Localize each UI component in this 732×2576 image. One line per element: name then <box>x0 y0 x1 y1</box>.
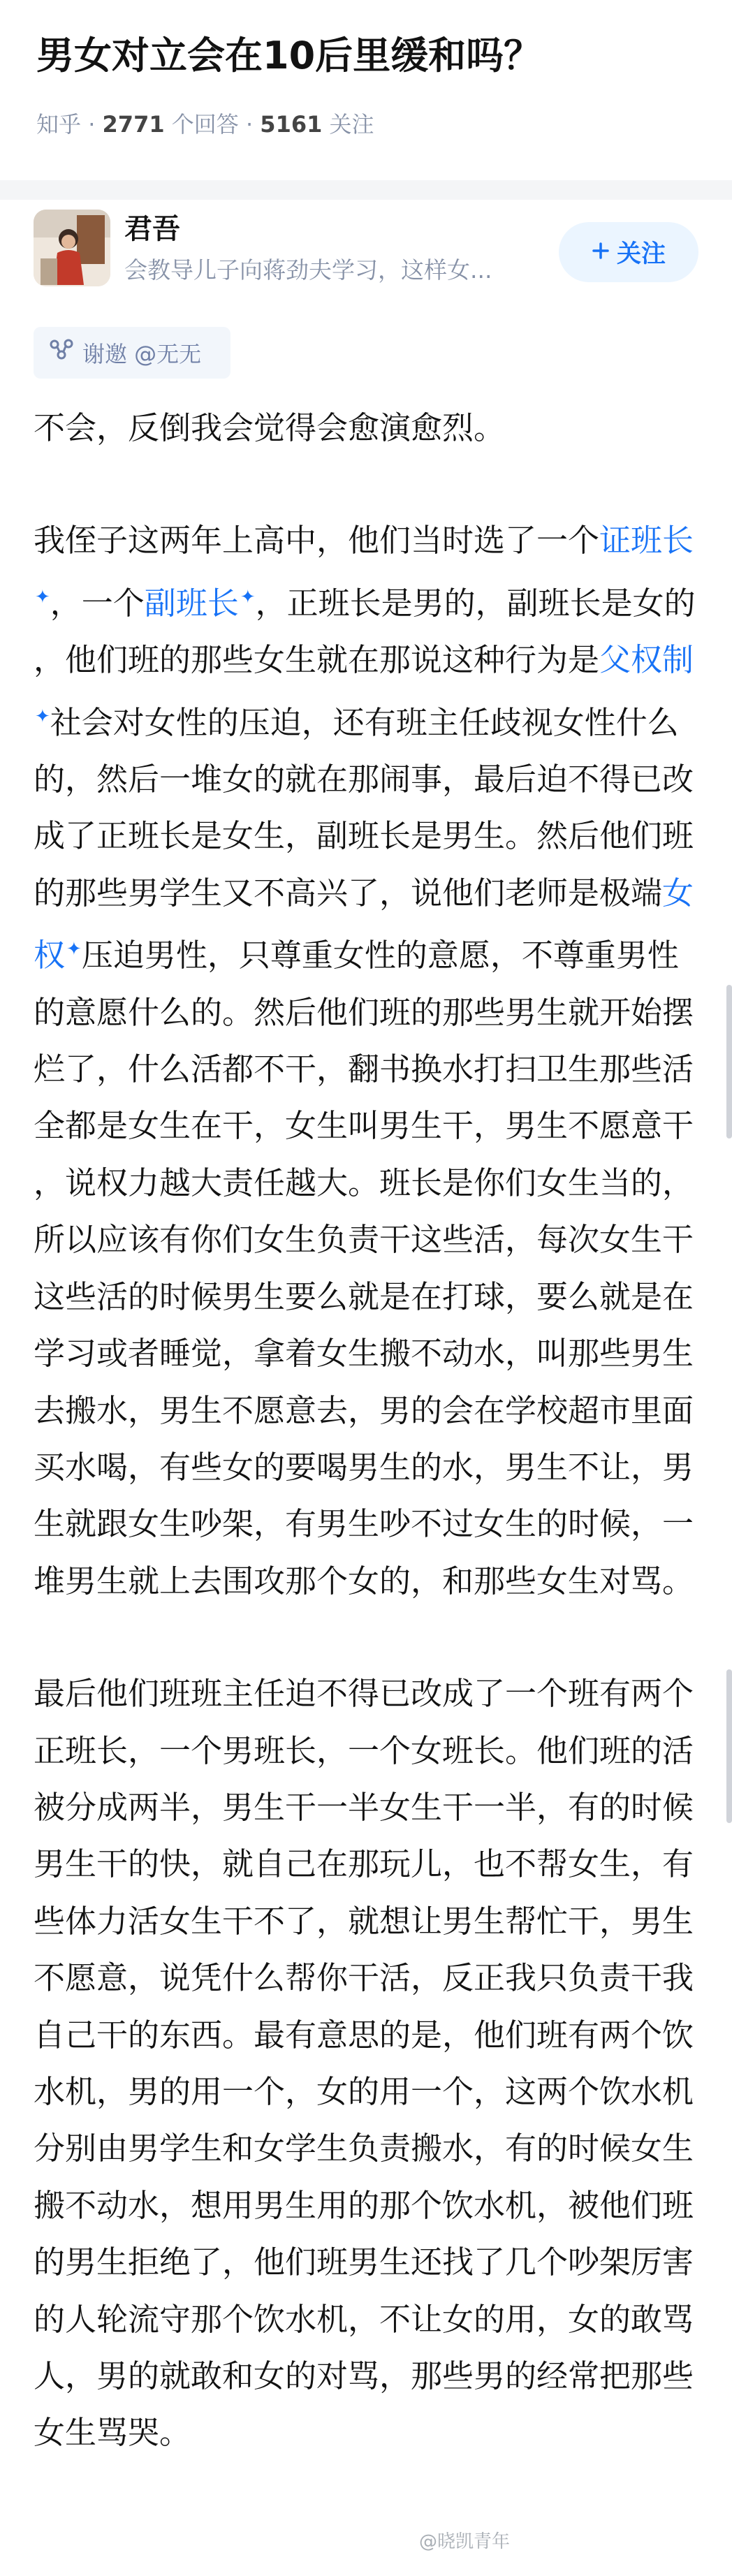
avatar[interactable] <box>34 210 110 286</box>
keyword-link-1[interactable]: 证班长✦ <box>35 522 694 608</box>
answer-content <box>34 400 698 2461</box>
keyword-link-3[interactable]: 父权制✦ <box>35 641 694 727</box>
answers-label: 个回答 <box>171 111 239 138</box>
follow-button[interactable] <box>559 222 698 282</box>
section-divider <box>0 180 732 200</box>
invite-tag[interactable] <box>34 327 230 379</box>
question-header <box>0 0 732 180</box>
sparkle-icon: ✦ <box>240 586 256 608</box>
keyword-link-2[interactable]: 副班长✦ <box>144 584 256 622</box>
watermark: @晓凯青年 <box>419 2531 511 2552</box>
invite-icon <box>49 338 77 367</box>
followers-count: 5161 <box>260 111 323 138</box>
plus-icon <box>592 238 610 266</box>
scrollbar-thumb[interactable] <box>726 985 732 1139</box>
sparkle-icon: ✦ <box>66 939 82 960</box>
scrollbar-thumb-lower[interactable] <box>726 1669 732 1823</box>
author-bio: 会教导儿子向蒋劲夫学习，这样女... <box>124 256 492 284</box>
invite-label: 谢邀 @无无 <box>82 341 202 367</box>
keyword-link-4[interactable]: 女权✦ <box>34 874 694 974</box>
followers-label: 关注 <box>329 111 374 138</box>
sparkle-icon: ✦ <box>35 586 50 608</box>
question-title[interactable]: 男女对立会在10后里缓和吗？ <box>36 34 542 78</box>
author-name[interactable]: 君吾 <box>124 213 180 245</box>
avatar-image <box>34 210 110 286</box>
answer-paragraph-2: 我侄子这两年上高中，他们当时选了一个证班长✦，一个副班长✦，正班长是男的，副班长是女的，他们班的那些女生就在那说这种行为是父权制✦社会对女性的压迫，还有班主任歧视女性什么的，然后一堆女的就在那闹事，最后迫不得已改成了正班长是女生，副班长是男生。然后他们班的那些男学生又不高兴了，说他们老师是极端女权✦压迫男性，只尊重女性的意愿，不尊重男性的意愿什么的。然后他们班的那些男生就开始摆烂了，什么活都不干，翻书换水打扫卫生那些活全都是女生在干，女生叫男生干，男生不愿意干，说权力越大责任越大。班长是你们女生当的，所以应该有你们女生负责干这些活，每次女生干这些活的时候男生要么就是在打球，要么就是在学习或者睡觉，拿着女生搬不动水，叫那些男生去搬水，男生不愿意去，男的会在学校超市里面买水喝，有些女的要喝男生的水，男生不让，男生就跟女生吵架，有男生吵不过女生的时候，一堆男生就上去围攻那个女的，和那些女生对骂。 <box>34 522 696 1600</box>
answer-paragraph-3: 最后他们班班主任迫不得已改成了一个班有两个正班长，一个男班长，一个女班长。他们班的活被分成两半，男生干一半女生干一半，有的时候男生干的快，就自己在那玩儿，也不帮女生，有些体力活女生干不了，就想让男生帮忙干，男生不愿意，说凭什么帮你干活，反正我只负责干我自己干的东西。最有意思的是，他们班有两个饮水机，男的用一个，女的用一个，这两个饮水机分别由男学生和女学生负责搬水，有的时候女生搬不动水，想用男生用的那个饮水机，被他们班的男生拒绝了，他们班男生还找了几个吵架厉害的人轮流守那个饮水机，不让女的用，女的敢骂人，男的就敢和女的对骂，那些男的经常把那些女生骂哭。 <box>34 1675 694 2452</box>
sparkle-icon: ✦ <box>35 705 50 727</box>
follow-label: 关注 <box>616 240 666 268</box>
site-name[interactable]: 知乎 <box>36 111 82 138</box>
answer-paragraph-1: 不会，反倒我会觉得会愈演愈烈。 <box>34 409 506 446</box>
answers-count: 2771 <box>102 111 165 138</box>
question-meta: 知乎 · 2771 个回答 · 5161 关注 <box>36 111 374 138</box>
